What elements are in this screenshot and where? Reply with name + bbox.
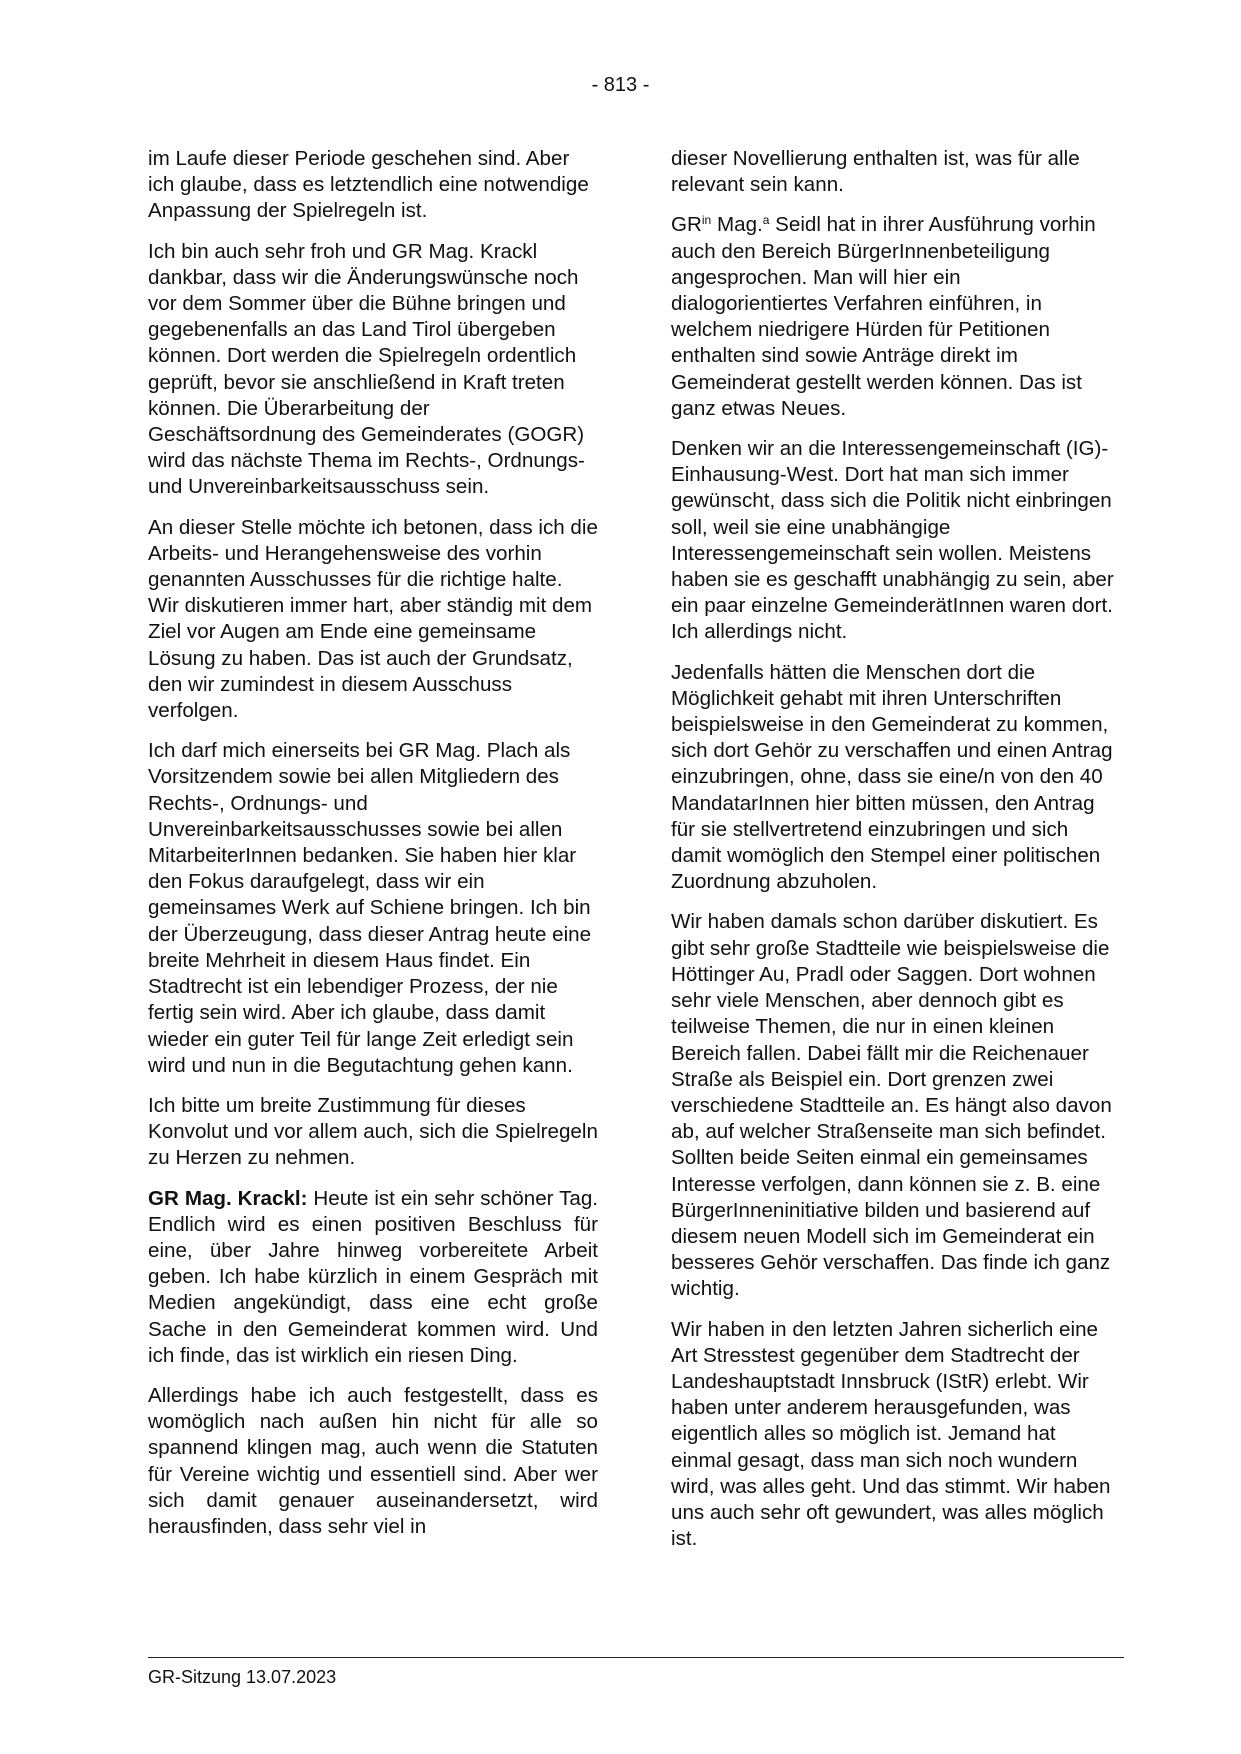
paragraph-text: Seidl hat in ihrer Ausführung vorhin auch den Bereich BürgerInnenbeteiligung angesprochen. Man will hier ein dialogorientiertes Verfahren einführen, in welchem niedrigere Hürden für Petitionen enthalten sind sowie Anträge direkt im Gemeinderat gestellt werden können. Das ist ganz etwas Neues. [671,213,1096,420]
paragraph: Ich bitte um breite Zustimmung für dieses Konvolut und vor allem auch, sich die Spielregeln zu Herzen zu nehmen. [148,1093,598,1170]
page-number: - 813 - [591,74,650,96]
footer-rule [148,1657,1124,1658]
paragraph: Allerdings habe ich auch festgestellt, dass es womöglich nach außen hin nicht für alle so spannend klingen mag, auch wenn die Statuten für Vereine wichtig und essentiell sind. Aber wer sich damit genauer auseinandersetzt, wird herausfinden, dass sehr viel in [148,1383,598,1538]
paragraph: Wir haben damals schon darüber diskutiert. Es gibt sehr große Stadtteile wie beispielsweise die Höttinger Au, Pradl oder Saggen. Dort wohnen sehr viele Menschen, aber dennoch gibt es teilweise Themen, die nur in einen kleinen Bereich fallen. Dabei fällt mir die Reichenauer Straße als Beispiel ein. Dort grenzen zwei verschiedene Stadtteile an. Es hängt also davon ab, auf welcher Straßenseite man sich befindet. Sollten beide Seiten einmal ein gemeinsames Interesse verfolgen, dann können sie z. B. eine BürgerInneninitiative bilden und basierend auf diesem neuen Modell sich im Gemeinderat ein besseres Gehör verschaffen. Das finde ich ganz wichtig. [671,910,1112,1301]
mag-title: Mag. [711,213,763,237]
footer-text: GR-Sitzung 13.07.2023 [148,1667,337,1687]
speech-paragraph [148,1186,598,1369]
mag-superscript: a [762,213,770,228]
paragraph-seidl [671,212,1121,422]
gr-title: GR [671,213,702,237]
paragraph: dieser Novellierung enthalten ist, was für alle relevant sein kann. [671,147,1080,197]
paragraph: An dieser Stelle möchte ich betonen, dass ich die Arbeits- und Herangehensweise des vorhin genannten Ausschusses für die richtige halte. Wir diskutieren immer hart, aber ständig mit dem Ziel vor Augen am Ende eine gemeinsame Lösung zu haben. Das ist auch der Grundsatz, den wir zumindest in diesem Ausschuss verfolgen. [148,515,598,723]
paragraph: Ich bin auch sehr froh und GR Mag. Krackl dankbar, dass wir die Änderungswünsche noch vor dem Sommer über die Bühne bringen und gegebenenfalls an das Land Tirol übergeben können. Dort werden die Spielregeln ordentlich geprüft, bevor sie anschließend in Kraft treten können. Die Überarbeitung der Geschäftsordnung des Gemeinderates (GOGR) wird das nächste Thema im Rechts-, Ordnungs- und Unvereinbarkeitsausschuss sein. [148,239,585,499]
paragraph: Denken wir an die Interessengemeinschaft (IG)-Einhausung-West. Dort hat man sich immer gewünscht, dass sich die Politik nicht einbringen soll, weil sie eine unabhängige Interessengemeinschaft sein wollen. Meistens haben sie es geschafft unabhängig zu sein, aber ein paar einzelne GemeinderätInnen waren dort. Ich allerdings nicht. [671,437,1114,644]
speech-text: Heute ist ein sehr schöner Tag. Endlich wird es einen positiven Beschluss für eine, über Jahre hinweg vorbereitete Arbeit geben. Ich habe kürzlich in einem Gespräch mit Medien angekündigt, dass eine echt große Sache in den Gemeinderat kommen wird. Und ich finde, das ist wirklich ein riesen Ding. [148,1186,598,1367]
paragraph: Jedenfalls hätten die Menschen dort die Möglichkeit gehabt mit ihren Unterschriften beispielsweise in den Gemeinderat zu kommen, sich dort Gehör zu verschaffen und einen Antrag einzubringen, ohne, dass sie eine/n von den 40 MandatarInnen hier bitten müssen, den Antrag für sie stellvertretend einzubringen und sich damit womöglich den Stempel einer politischen Zuordnung abzuholen. [671,660,1113,894]
speaker-name: GR Mag. Krackl: [148,1186,308,1210]
right-column [671,146,1121,1566]
gr-superscript: in [701,213,712,228]
paragraph: Wir haben in den letzten Jahren sicherlich eine Art Stresstest gegenüber dem Stadtrecht der Landeshauptstadt Innsbruck (IStR) erlebt. Wir haben unter anderem herausgefunden, was eigentlich alles so möglich ist. Jemand hat einmal gesagt, dass man sich noch wundern wird, was alles geht. Und das stimmt. Wir haben uns auch sehr oft gewundert, was alles möglich ist. [671,1317,1111,1551]
paragraph: im Laufe dieser Periode geschehen sind. Aber ich glaube, dass es letztendlich eine notwendige Anpassung der Spielregeln ist. [148,147,589,223]
left-column [148,146,598,1554]
paragraph: Ich darf mich einerseits bei GR Mag. Plach als Vorsitzendem sowie bei allen Mitgliedern des Rechts-, Ordnungs- und Unvereinbarkeitsausschusses sowie bei allen MitarbeiterInnen bedanken. Sie haben hier klar den Fokus daraufgelegt, dass wir ein gemeinsames Werk auf Schiene bringen. Ich bin der Überzeugung, dass dieser Antrag heute eine breite Mehrheit in diesem Haus findet. Ein Stadtrecht ist ein lebendiger Prozess, der nie fertig sein wird. Aber ich glaube, dass damit wieder ein guter Teil für lange Zeit erledigt sein wird und nun in die Begutachtung gehen kann. [148,739,592,1077]
